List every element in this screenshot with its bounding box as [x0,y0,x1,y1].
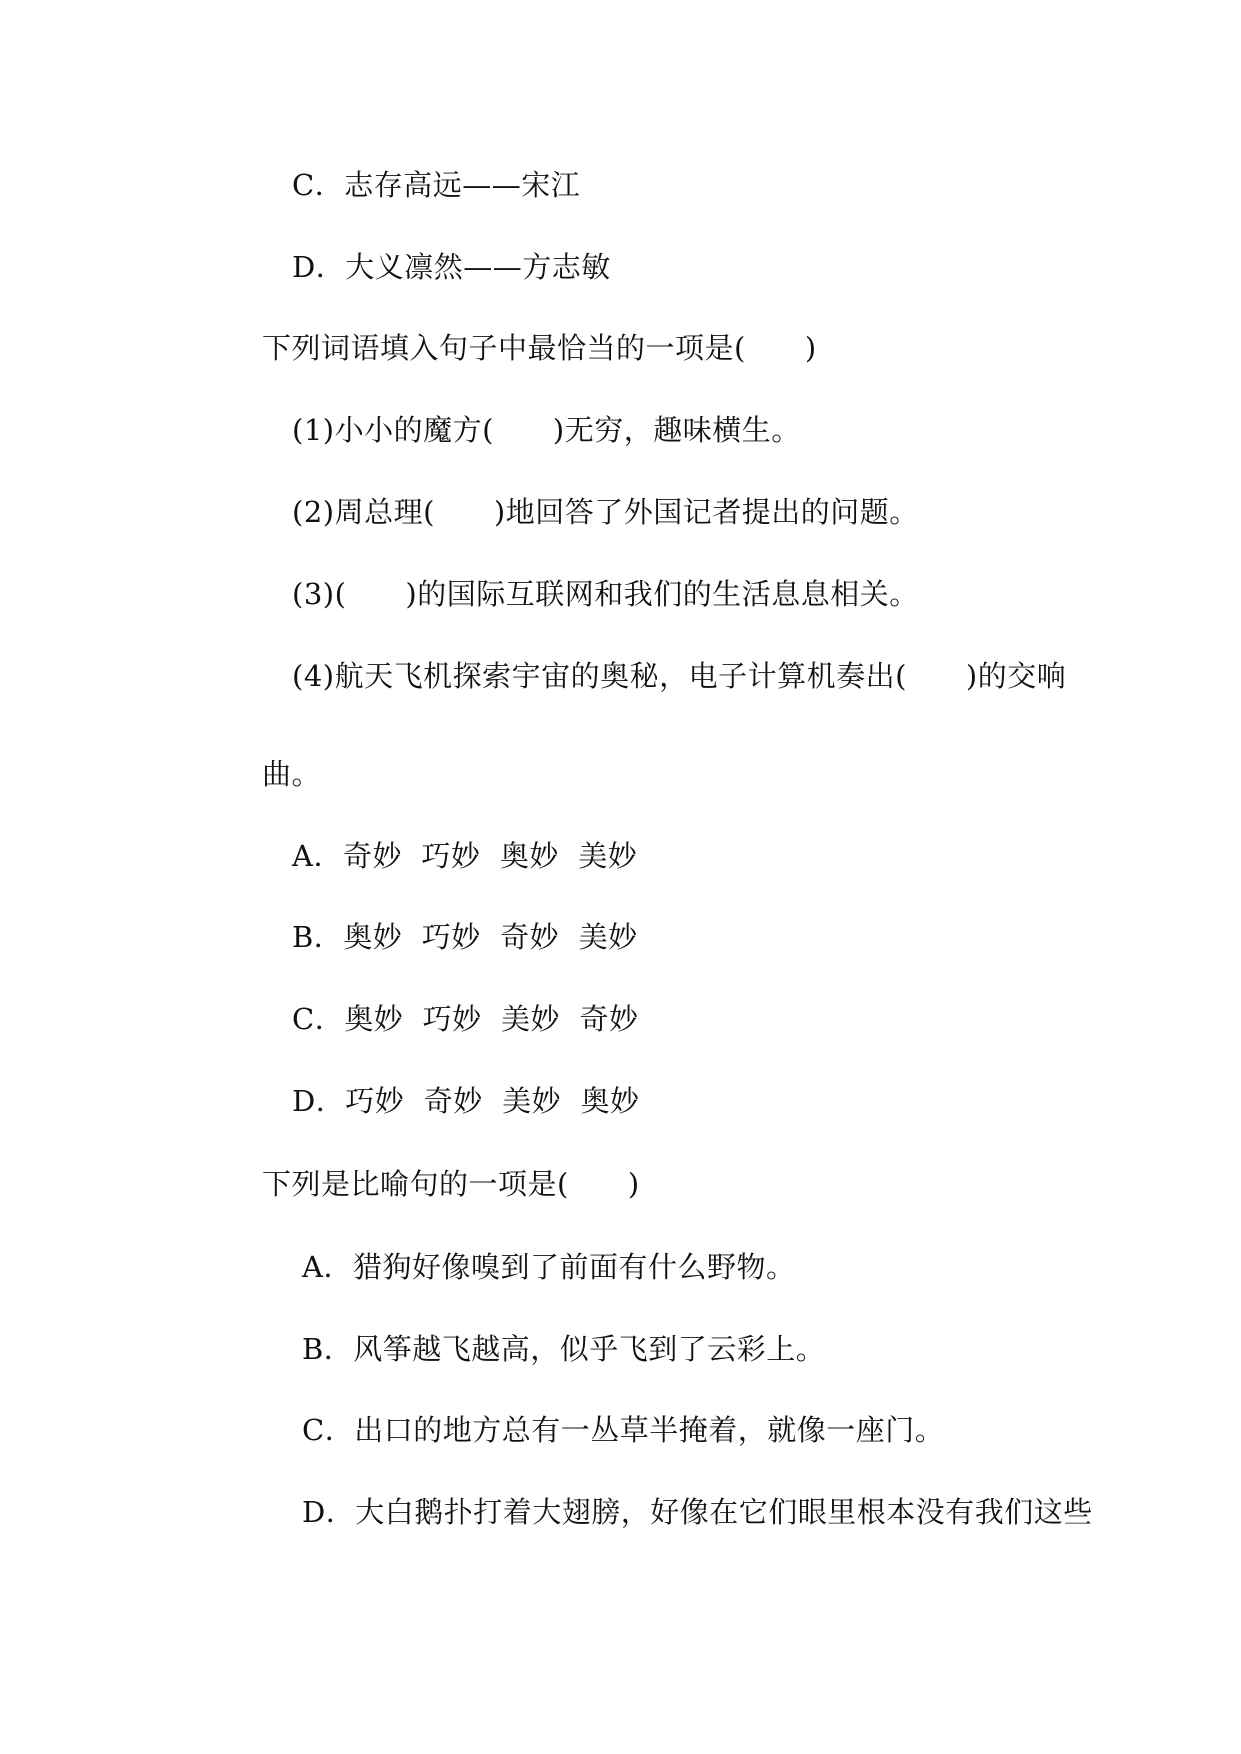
sentence-4-continued: 曲。 [262,757,322,791]
option-a-q3: A．猎狗好像嗅到了前面有什么野物。 [302,1250,796,1284]
option-c-prev: C．志存高远——宋江 [292,168,581,202]
option-b: B．奥妙 巧妙 奇妙 美妙 [292,920,638,954]
sentence-1: (1)小小的魔方( )无穷，趣味横生。 [292,413,801,447]
option-d: D．巧妙 奇妙 美妙 奥妙 [292,1084,640,1118]
option-c-q3: C．出口的地方总有一丛草半掩着，就像一座门。 [302,1413,945,1447]
question-stem-2: 下列词语填入句子中最恰当的一项是( ) [262,331,817,365]
option-c: C．奥妙 巧妙 美妙 奇妙 [292,1002,639,1036]
option-d-q3: D．大白鹅扑打着大翅膀，好像在它们眼里根本没有我们这些 [302,1495,1093,1529]
sentence-4: (4)航天飞机探索宇宙的奥秘，电子计算机奏出( )的交响 [292,659,1067,693]
sentence-3: (3)( )的国际互联网和我们的生活息息相关。 [292,577,919,611]
option-a: A．奇妙 巧妙 奥妙 美妙 [292,839,638,873]
option-b-q3: B．风筝越飞越高，似乎飞到了云彩上。 [302,1332,826,1366]
option-d-prev: D．大义凛然——方志敏 [292,250,611,284]
question-stem-3: 下列是比喻句的一项是( ) [262,1167,640,1201]
sentence-2: (2)周总理( )地回答了外国记者提出的问题。 [292,495,919,529]
